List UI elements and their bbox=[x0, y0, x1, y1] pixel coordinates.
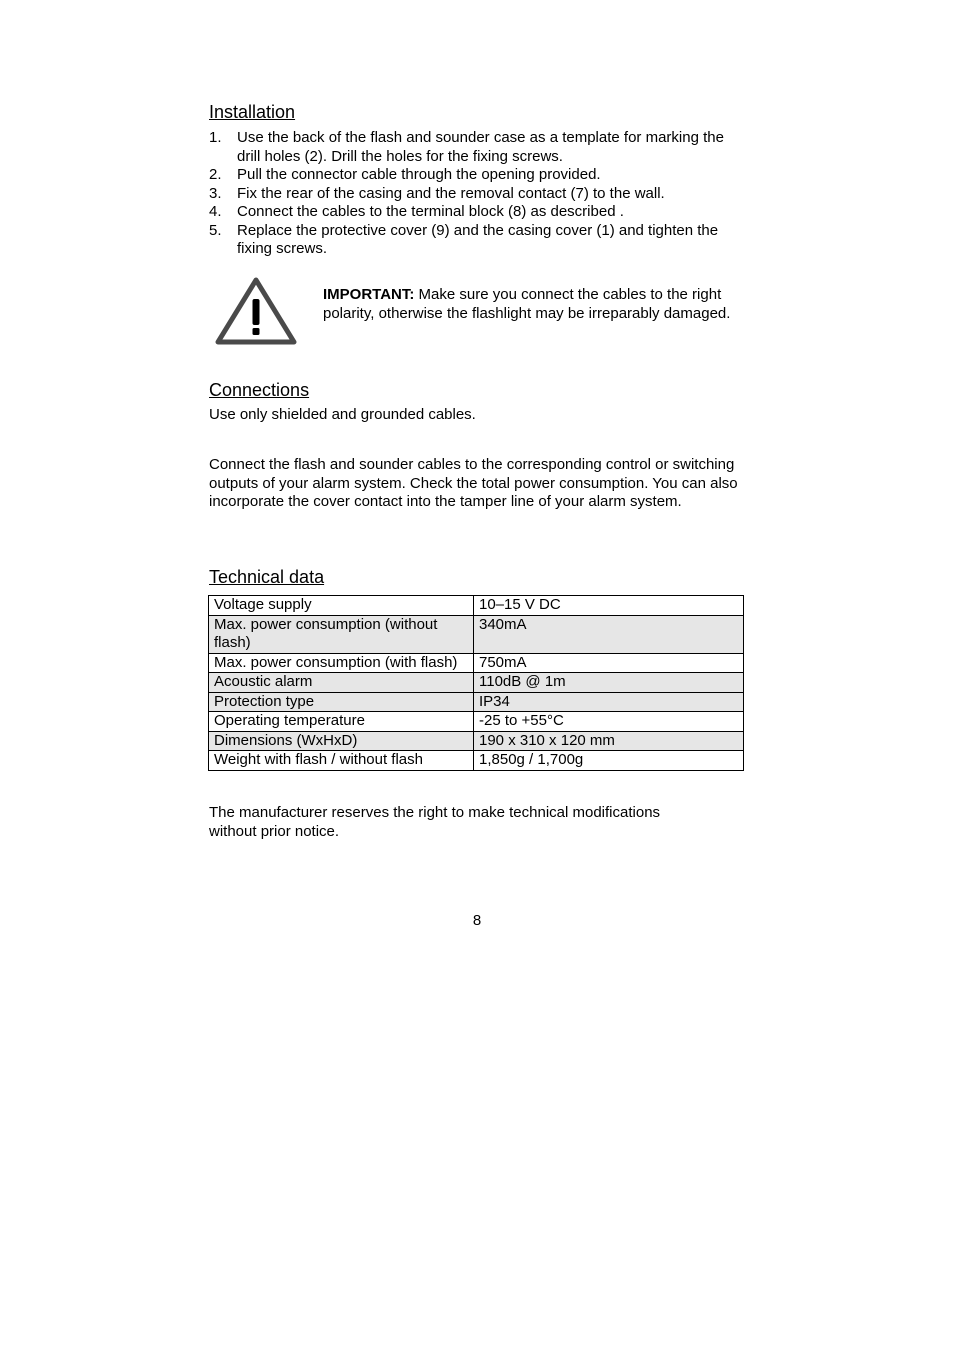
table-cell-label: Voltage supply bbox=[209, 596, 474, 616]
warning-triangle-icon bbox=[215, 277, 297, 345]
table-cell-value: 750mA bbox=[474, 653, 744, 673]
connections-heading: Connections bbox=[209, 380, 310, 400]
table-row bbox=[209, 653, 744, 673]
list-item: 4. Connect the cables to the terminal block (8) as described . bbox=[209, 203, 624, 220]
technical-data-heading: Technical data bbox=[209, 567, 325, 587]
table-row bbox=[209, 615, 744, 653]
important-note bbox=[323, 286, 733, 323]
table-cell-label: Operating temperature bbox=[209, 712, 474, 732]
table-row bbox=[209, 673, 744, 693]
table-cell-label: Max. power consumption (without flash) bbox=[209, 615, 474, 653]
table-cell-label: Max. power consumption (with flash) bbox=[209, 653, 474, 673]
list-item: 3. Fix the rear of the casing and the removal contact (7) to the wall. bbox=[209, 184, 665, 202]
important-text: Make sure you connect the cables to the right polarity, otherwise the flashlight may be irreparably damaged. bbox=[323, 286, 731, 322]
list-item: 5. Replace the protective cover (9) and the casing cover (1) and tighten the fixing screws. bbox=[209, 221, 719, 257]
list-item: 2. Pull the connector cable through the opening provided. bbox=[209, 166, 601, 183]
table-row bbox=[209, 751, 744, 771]
table-cell-value: 1,850g / 1,700g bbox=[474, 751, 744, 771]
table-row bbox=[209, 712, 744, 732]
installation-heading: Installation bbox=[209, 102, 296, 122]
table-cell-value: 10–15 V DC bbox=[474, 596, 744, 616]
table-cell-label: Acoustic alarm bbox=[209, 673, 474, 693]
table-cell-label: Protection type bbox=[209, 692, 474, 712]
table-cell-label: Weight with flash / without flash bbox=[209, 751, 474, 771]
connections-para-1: Use only shielded and grounded cables. bbox=[209, 406, 476, 423]
installation-steps bbox=[209, 129, 739, 259]
page-number: 8 bbox=[472, 912, 482, 929]
table-row bbox=[209, 731, 744, 751]
list-item: 1. Use the back of the flash and sounder case as a template for marking the drill holes (2). Drill the holes for the fixing screws. bbox=[209, 129, 724, 165]
table-cell-value: 340mA bbox=[474, 615, 744, 653]
table-cell-value: IP34 bbox=[474, 692, 744, 712]
technical-data-table bbox=[208, 595, 744, 771]
technical-footnote: The manufacturer reserves the right to make technical modifications without prior notice. bbox=[209, 804, 661, 840]
table-cell-value: 190 x 310 x 120 mm bbox=[474, 731, 744, 751]
table-row bbox=[209, 692, 744, 712]
important-label: IMPORTANT: bbox=[323, 286, 415, 303]
table-cell-value: -25 to +55°C bbox=[474, 712, 744, 732]
table-row bbox=[209, 596, 744, 616]
table-cell-value: 110dB @ 1m bbox=[474, 673, 744, 693]
connections-para-2: Connect the flash and sounder cables to the corresponding control or switching outputs of your alarm system. Check the total power consumption. You can also incorporate the cover contact into the tamper line of your alarm system. bbox=[209, 456, 738, 510]
table-cell-label: Dimensions (WxHxD) bbox=[209, 731, 474, 751]
